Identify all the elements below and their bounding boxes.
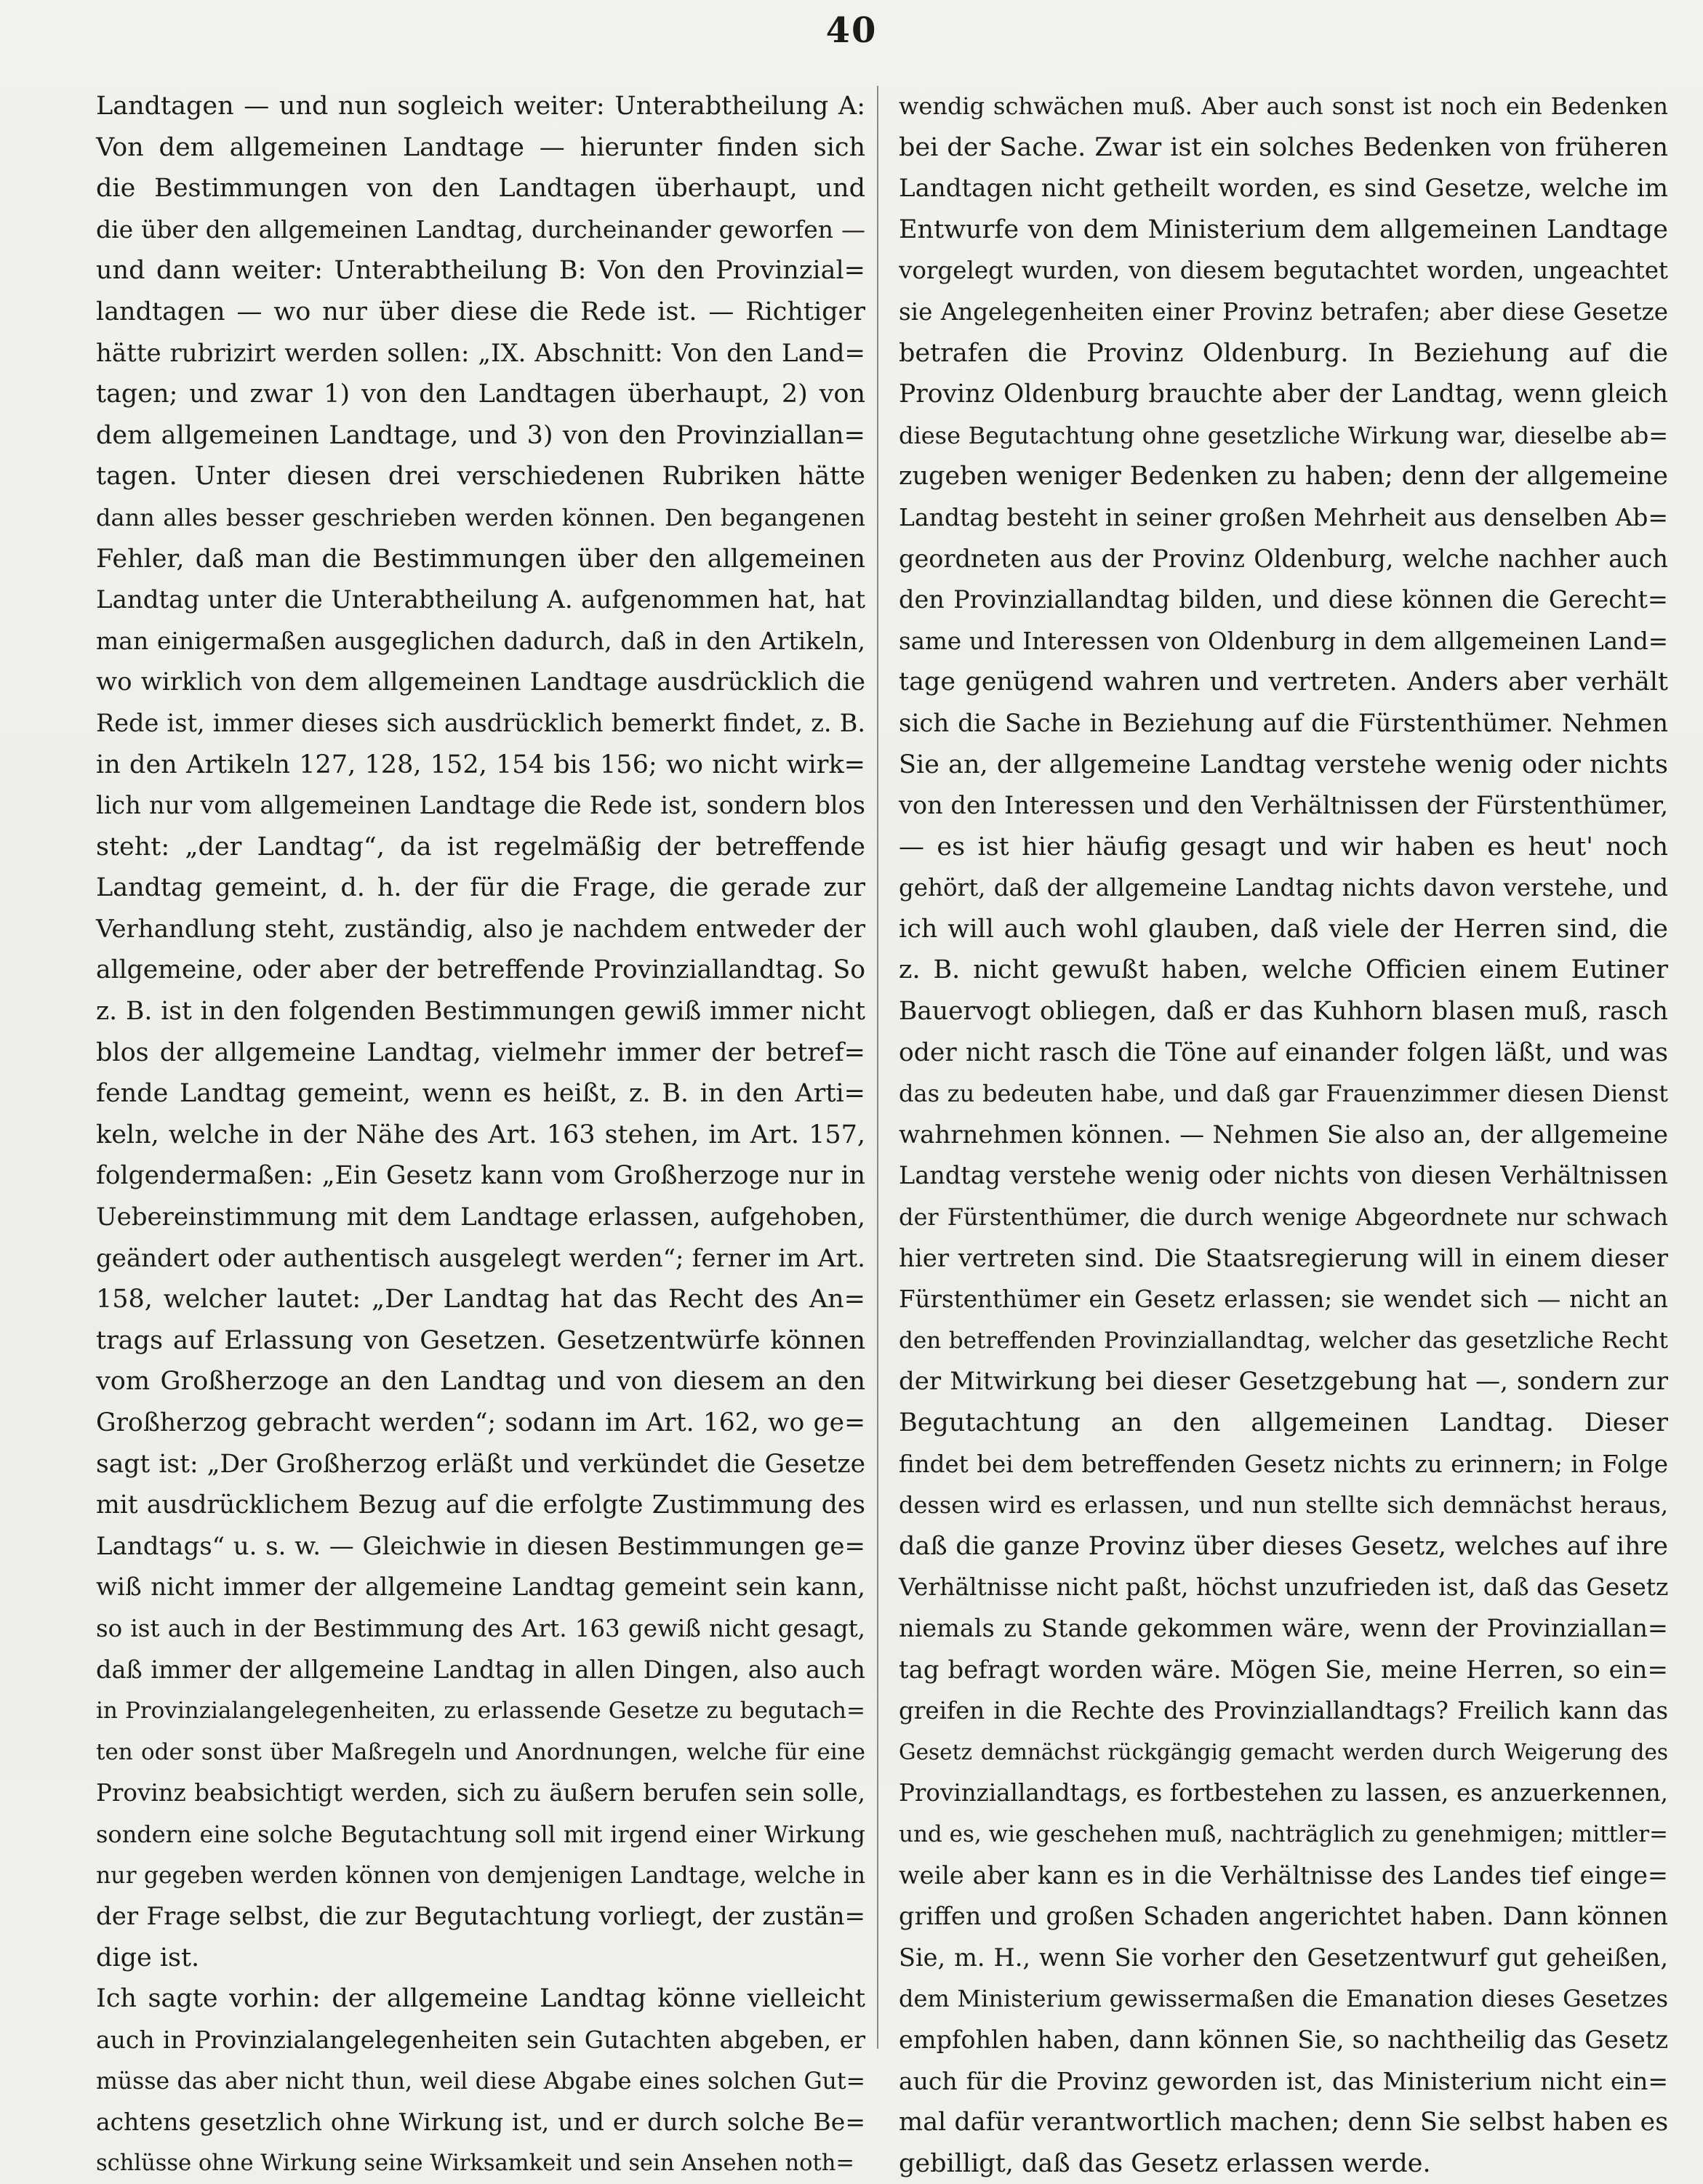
column-divider [877, 86, 878, 2049]
text-line: mit ausdrücklichem Bezug auf die erfolgte Zustimmung des [96, 1490, 865, 1520]
text-line: Begutachtung an den allgemeinen Landtag. Dieser [899, 1408, 1668, 1437]
text-line: niemals zu Stande gekommen wäre, wenn der Provinziallan= [899, 1613, 1668, 1642]
text-line: man einigermaßen ausgeglichen dadurch, daß in den Artikeln, [96, 626, 865, 655]
text-line: Landtag verstehe wenig oder nichts von diesen Verhältnissen [899, 1161, 1668, 1190]
text-line: schlüsse ohne Wirkung seine Wirksamkeit und sein Ansehen noth= [96, 2150, 854, 2176]
text-line: vorgelegt wurden, von diesem begutachtet worden, ungeachtet [899, 257, 1668, 285]
text-line: achtens gesetzlich ohne Wirkung ist, und er durch solche Be= [96, 2108, 865, 2137]
text-line: der Frage selbst, die zur Begutachtung vorliegt, der zustän= [96, 1902, 865, 1932]
text-line: Ich sagte vorhin: der allgemeine Landtag könne vielleicht [96, 1984, 865, 2014]
text-line: same und Interessen von Oldenburg in dem allgemeinen Land= [899, 627, 1668, 655]
text-line: in Provinzialangelegenheiten, zu erlassende Gesetze zu begutach= [96, 1698, 865, 1725]
text-line: hätte rubrizirt werden sollen: „IX. Abschnitt: Von den Land= [96, 338, 865, 368]
text-line: Provinziallandtags, es fortbestehen zu lassen, es anzuerkennen, [899, 1779, 1668, 1807]
text-line: lich nur vom allgemeinen Landtage die Rede ist, sondern blos [96, 791, 865, 820]
text-line: tag befragt worden wäre. Mögen Sie, meine Herren, so ein= [899, 1655, 1668, 1685]
text-line: der Mitwirkung bei dieser Gesetzgebung hat —, sondern zur [899, 1367, 1668, 1397]
right-text-column [899, 86, 1669, 2178]
text-line: steht: „der Landtag“, da ist regelmäßig der betreffende [96, 832, 865, 862]
text-line: geordneten aus der Provinz Oldenburg, welche nachher auch [899, 544, 1668, 573]
text-line: Fürstenthümer ein Gesetz erlassen; sie wendet sich — nicht an [899, 1285, 1668, 1314]
text-line: Landtag besteht in seiner großen Mehrheit aus denselben Ab= [899, 502, 1669, 531]
text-line: Verhältnisse nicht paßt, höchst unzufrieden ist, daß das Gesetz [899, 1573, 1669, 1602]
text-line: daß immer der allgemeine Landtag in allen Dingen, also auch [96, 1655, 865, 1684]
text-line: 158, welcher lautet: „Der Landtag hat das Recht des An= [96, 1285, 865, 1314]
text-line: betrafen die Provinz Oldenburg. In Beziehung auf die [899, 338, 1668, 368]
text-line: Entwurfe von dem Ministerium dem allgemeinen Landtage [899, 214, 1668, 244]
text-line: den betreffenden Provinziallandtag, welcher das gesetzliche Recht [899, 1327, 1668, 1354]
text-line: dann alles besser geschrieben werden können. Den begangenen [96, 503, 865, 531]
text-line: oder nicht rasch die Töne auf einander folgen läßt, und was [899, 1037, 1668, 1067]
text-line: tagen; und zwar 1) von den Landtagen überhaupt, 2) von [96, 380, 865, 409]
text-line: nur gegeben werden können von demjenigen Landtage, welche in [96, 1862, 865, 1889]
text-line: wo wirklich von dem allgemeinen Landtage ausdrücklich die [96, 667, 865, 697]
text-line: findet bei dem betreffenden Gesetz nichts zu erinnern; in Folge [899, 1450, 1668, 1478]
text-line: sie Angelegenheiten einer Provinz betrafen; aber diese Gesetze [899, 297, 1668, 326]
text-line: Landtags“ u. s. w. — Gleichwie in diesen Bestimmungen ge= [96, 1531, 865, 1561]
text-line: ich will auch wohl glauben, daß viele der Herren sind, die [899, 914, 1668, 944]
text-line: Von dem allgemeinen Landtage — hierunter finden sich [96, 132, 865, 162]
text-line: Bauervogt obliegen, daß er das Kuhhorn blasen muß, rasch [899, 997, 1668, 1027]
text-line: sagt ist: „Der Großherzog erläßt und verkündet die Gesetze [96, 1449, 865, 1479]
text-line: dige ist. [96, 1943, 200, 1972]
text-line: das zu bedeuten habe, und daß gar Frauenzimmer diesen Dienst [899, 1080, 1668, 1108]
text-line: Landtag gemeint, d. h. der für die Frage, die gerade zur [96, 873, 865, 903]
text-line: Landtagen — und nun sogleich weiter: Unterabtheilung A: [96, 92, 865, 121]
text-line: so ist auch in der Bestimmung des Art. 163 gewiß nicht gesagt, [96, 1614, 865, 1642]
text-line: daß die ganze Provinz über dieses Gesetz, welches auf ihre [899, 1531, 1668, 1561]
text-line: die über den allgemeinen Landtag, durcheinander geworfen — [96, 214, 865, 244]
text-line: dessen wird es erlassen, und nun stellte sich demnächst heraus, [899, 1491, 1668, 1519]
text-line: von den Interessen und den Verhältnissen der Fürstenthümer, [899, 791, 1668, 820]
page-number: 40 [825, 10, 878, 51]
text-line: dem Ministerium gewissermaßen die Emanation dieses Gesetzes [899, 1985, 1668, 2013]
text-line: keln, welche in der Nähe des Art. 163 stehen, im Art. 157, [96, 1120, 865, 1149]
text-line: mal dafür verantwortlich machen; denn Sie selbst haben es [899, 2108, 1669, 2137]
text-line: Landtagen nicht getheilt worden, es sind Gesetze, welche im [899, 174, 1668, 204]
text-line: Uebereinstimmung mit dem Landtage erlassen, aufgehoben, [96, 1203, 865, 1232]
text-line: vom Großherzoge an den Landtag und von diesem an den [96, 1367, 865, 1397]
text-line: z. B. nicht gewußt haben, welche Officien einem Eutiner [899, 955, 1668, 985]
text-line: empfohlen haben, dann können Sie, so nachtheilig das Gesetz [899, 2025, 1668, 2054]
text-line: z. B. ist in den folgenden Bestimmungen gewiß immer nicht [96, 997, 865, 1027]
text-line: Provinz Oldenburg brauchte aber der Landtag, wenn gleich [899, 380, 1668, 409]
text-line: folgendermaßen: „Ein Gesetz kann vom Großherzoge nur in [96, 1161, 865, 1191]
text-line: fende Landtag gemeint, wenn es heißt, z. B. in den Arti= [96, 1079, 865, 1109]
text-line: wahrnehmen können. — Nehmen Sie also an, der allgemeine [899, 1120, 1668, 1149]
text-line: Sie an, der allgemeine Landtag verstehe wenig oder nichts [899, 750, 1668, 779]
text-line: Verhandlung steht, zuständig, also je nachdem entweder der [96, 914, 865, 944]
text-line: greifen in die Rechte des Provinziallandtags? Freilich kann das [899, 1697, 1668, 1725]
text-line: — es ist hier häufig gesagt und wir haben es heut' noch [899, 832, 1668, 862]
text-line: müsse das aber nicht thun, weil diese Abgabe eines solchen Gut= [96, 2068, 865, 2095]
text-line: ten oder sonst über Maßregeln und Anordnungen, welche für eine [96, 1738, 865, 1765]
text-line: tage genügend wahren und vertreten. Anders aber verhält [899, 667, 1668, 697]
text-line: wiß nicht immer der allgemeine Landtag gemeint sein kann, [96, 1573, 865, 1602]
text-line: gebilligt, daß das Gesetz erlassen werde. [899, 2148, 1431, 2178]
text-line: und dann weiter: Unterabtheilung B: Von den Provinzial= [96, 256, 865, 286]
text-line: Großherzog gebracht werden“; sodann im Art. 162, wo ge= [96, 1408, 865, 1437]
text-line: landtagen — wo nur über diese die Rede ist. — Richtiger [96, 297, 865, 326]
text-line: griffen und großen Schaden angerichtet haben. Dann können [899, 1902, 1668, 1931]
text-line: weile aber kann es in die Verhältnisse des Landes tief einge= [899, 1860, 1668, 1890]
text-line: Provinz beabsichtigt werden, sich zu äußern berufen sein solle, [96, 1779, 865, 1807]
text-line: diese Begutachtung ohne gesetzliche Wirkung war, dieselbe ab= [899, 421, 1668, 449]
text-line: blos der allgemeine Landtag, vielmehr immer der betref= [96, 1037, 865, 1067]
text-line: sondern eine solche Begutachtung soll mit irgend einer Wirkung [96, 1820, 865, 1848]
text-line: auch für die Provinz geworden ist, das Ministerium nicht ein= [899, 2066, 1668, 2095]
text-line: zugeben weniger Bedenken zu haben; denn der allgemeine [899, 462, 1668, 491]
text-line: Landtag unter die Unterabtheilung A. aufgenommen hat, hat [96, 585, 865, 615]
left-text-column [96, 86, 865, 2176]
text-line: dem allgemeinen Landtage, und 3) von den Provinziallan= [96, 420, 865, 450]
text-line: und es, wie geschehen muß, nachträglich zu genehmigen; mittler= [899, 1820, 1668, 1847]
text-line: allgemeine, oder aber der betreffende Provinziallandtag. So [96, 955, 865, 985]
text-line: auch in Provinzialangelegenheiten sein Gutachten abgeben, er [96, 2025, 865, 2054]
text-line: die Bestimmungen von den Landtagen überhaupt, und [96, 174, 865, 204]
text-line: tagen. Unter diesen drei verschiedenen Rubriken hätte [96, 462, 865, 491]
text-line: trags auf Erlassung von Gesetzen. Gesetzentwürfe können [96, 1325, 865, 1355]
text-line: geändert oder authentisch ausgelegt werden“; ferner im Art. [96, 1243, 865, 1273]
text-line: wendig schwächen muß. Aber auch sonst ist noch ein Bedenken [899, 92, 1668, 120]
text-line: Sie, m. H., wenn Sie vorher den Gesetzentwurf gut geheißen, [899, 1943, 1668, 1972]
text-line: bei der Sache. Zwar ist ein solches Bedenken von früheren [899, 132, 1668, 162]
text-line: sich die Sache in Beziehung auf die Fürstenthümer. Nehmen [899, 708, 1668, 738]
text-line: Rede ist, immer dieses sich ausdrücklich bemerkt findet, z. B. [96, 708, 865, 737]
text-line: der Fürstenthümer, die durch wenige Abgeordnete nur schwach [899, 1203, 1668, 1232]
text-line: den Provinziallandtag bilden, und diese können die Gerecht= [899, 585, 1668, 614]
text-line: Gesetz demnächst rückgängig gemacht werden durch Weigerung des [899, 1739, 1668, 1765]
text-line: Fehler, daß man die Bestimmungen über den allgemeinen [96, 544, 865, 574]
text-line: in den Artikeln 127, 128, 152, 154 bis 156; wo nicht wirk= [96, 750, 865, 779]
text-line: gehört, daß der allgemeine Landtag nichts davon verstehe, und [899, 874, 1668, 902]
text-line: hier vertreten sind. Die Staatsregierung will in einem dieser [899, 1243, 1668, 1273]
